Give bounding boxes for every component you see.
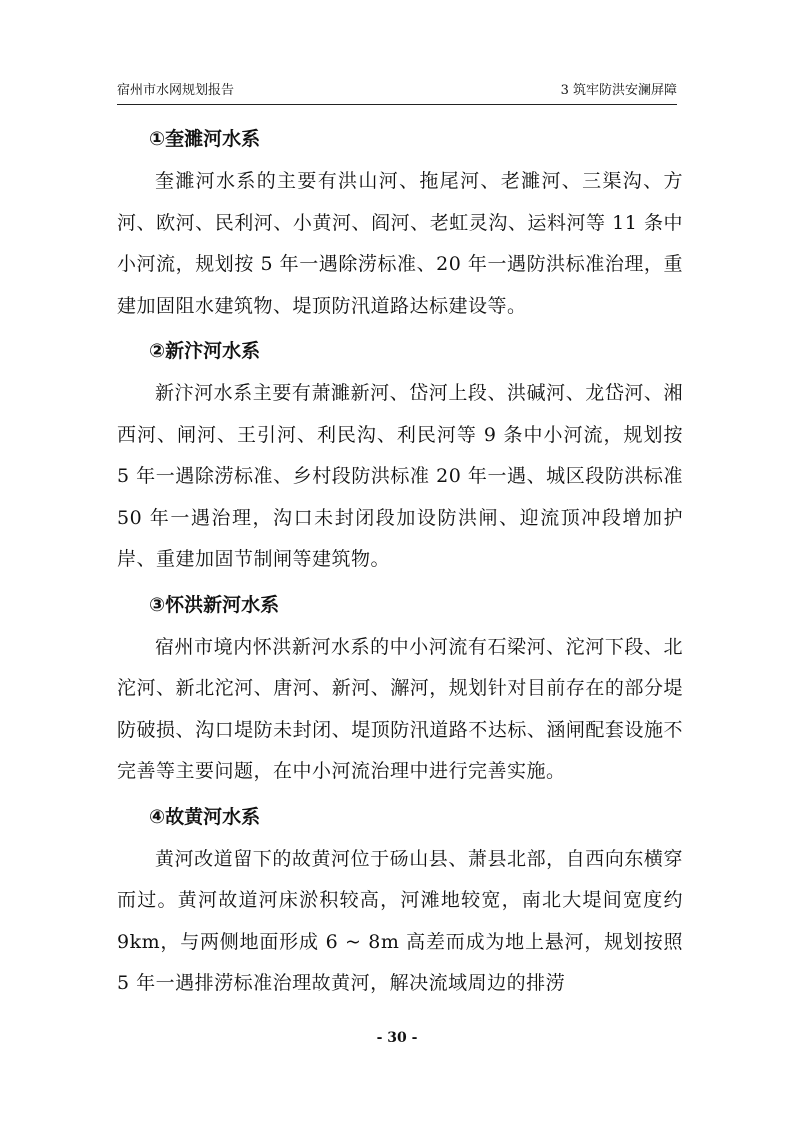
section-body-guhuanghe: 黄河改道留下的故黄河位于砀山县、萧县北部，自西向东横穿而过。黄河故道河床淤积较高，河滩地较宽，南北大堤间宽度约 9km，与两侧地面形成 6 ~ 8m 高差而成为地上悬河，规划按照 5 年一遇排涝标准治理故黄河，解决流域周边的排涝 bbox=[117, 847, 683, 994]
section-heading-huaihong: ③怀洪新河水系 bbox=[149, 593, 280, 616]
section-heading-xinbian: ②新汴河水系 bbox=[149, 340, 261, 362]
section-heading-guhuanghe: ④故黄河水系 bbox=[149, 805, 261, 828]
section-body-xinbian: 新汴河水系主要有萧濉新河、岱河上段、洪碱河、龙岱河、湘西河、闸河、王引河、利民沟、利民河等 9 条中小河流，规划按 5 年一遇除涝标准、乡村段防洪标准 20 年一遇、城区段防洪标准 50 年一遇治理，沟口未封闭段加设防洪闸、迎流顶冲段增加护岸、重建加固节制闸等建筑物。 bbox=[117, 382, 683, 570]
section-heading-kuisui: ①奎濉河水系 bbox=[149, 128, 261, 150]
section-body-huaihong: 宿州市境内怀洪新河水系的中小河流有石梁河、沱河下段、北沱河、新北沱河、唐河、新河、澥河，规划针对目前存在的部分堤防破损、沟口堤防未封闭、堤顶防汛道路不达标、涵闸配套设施不完善等主要问题，在中小河流治理中进行完善实施。 bbox=[117, 635, 683, 782]
page-number: - 30 - bbox=[376, 1030, 418, 1046]
page-header bbox=[117, 82, 677, 105]
page-content bbox=[117, 117, 683, 1007]
report-title: 宿州市水网规划报告 bbox=[117, 83, 235, 98]
section-body-kuisui: 奎濉河水系的主要有洪山河、拖尾河、老濉河、三渠沟、方河、欧河、民利河、小黄河、阎河、老虹灵沟、运料河等 11 条中小河流，规划按 5 年一遇除涝标准、20 年一遇防洪标准治理，重建加固阻水建筑物、堤顶防汛道路达标建设等。 bbox=[117, 170, 683, 317]
chapter-title: 3 筑牢防洪安澜屏障 bbox=[560, 83, 677, 98]
